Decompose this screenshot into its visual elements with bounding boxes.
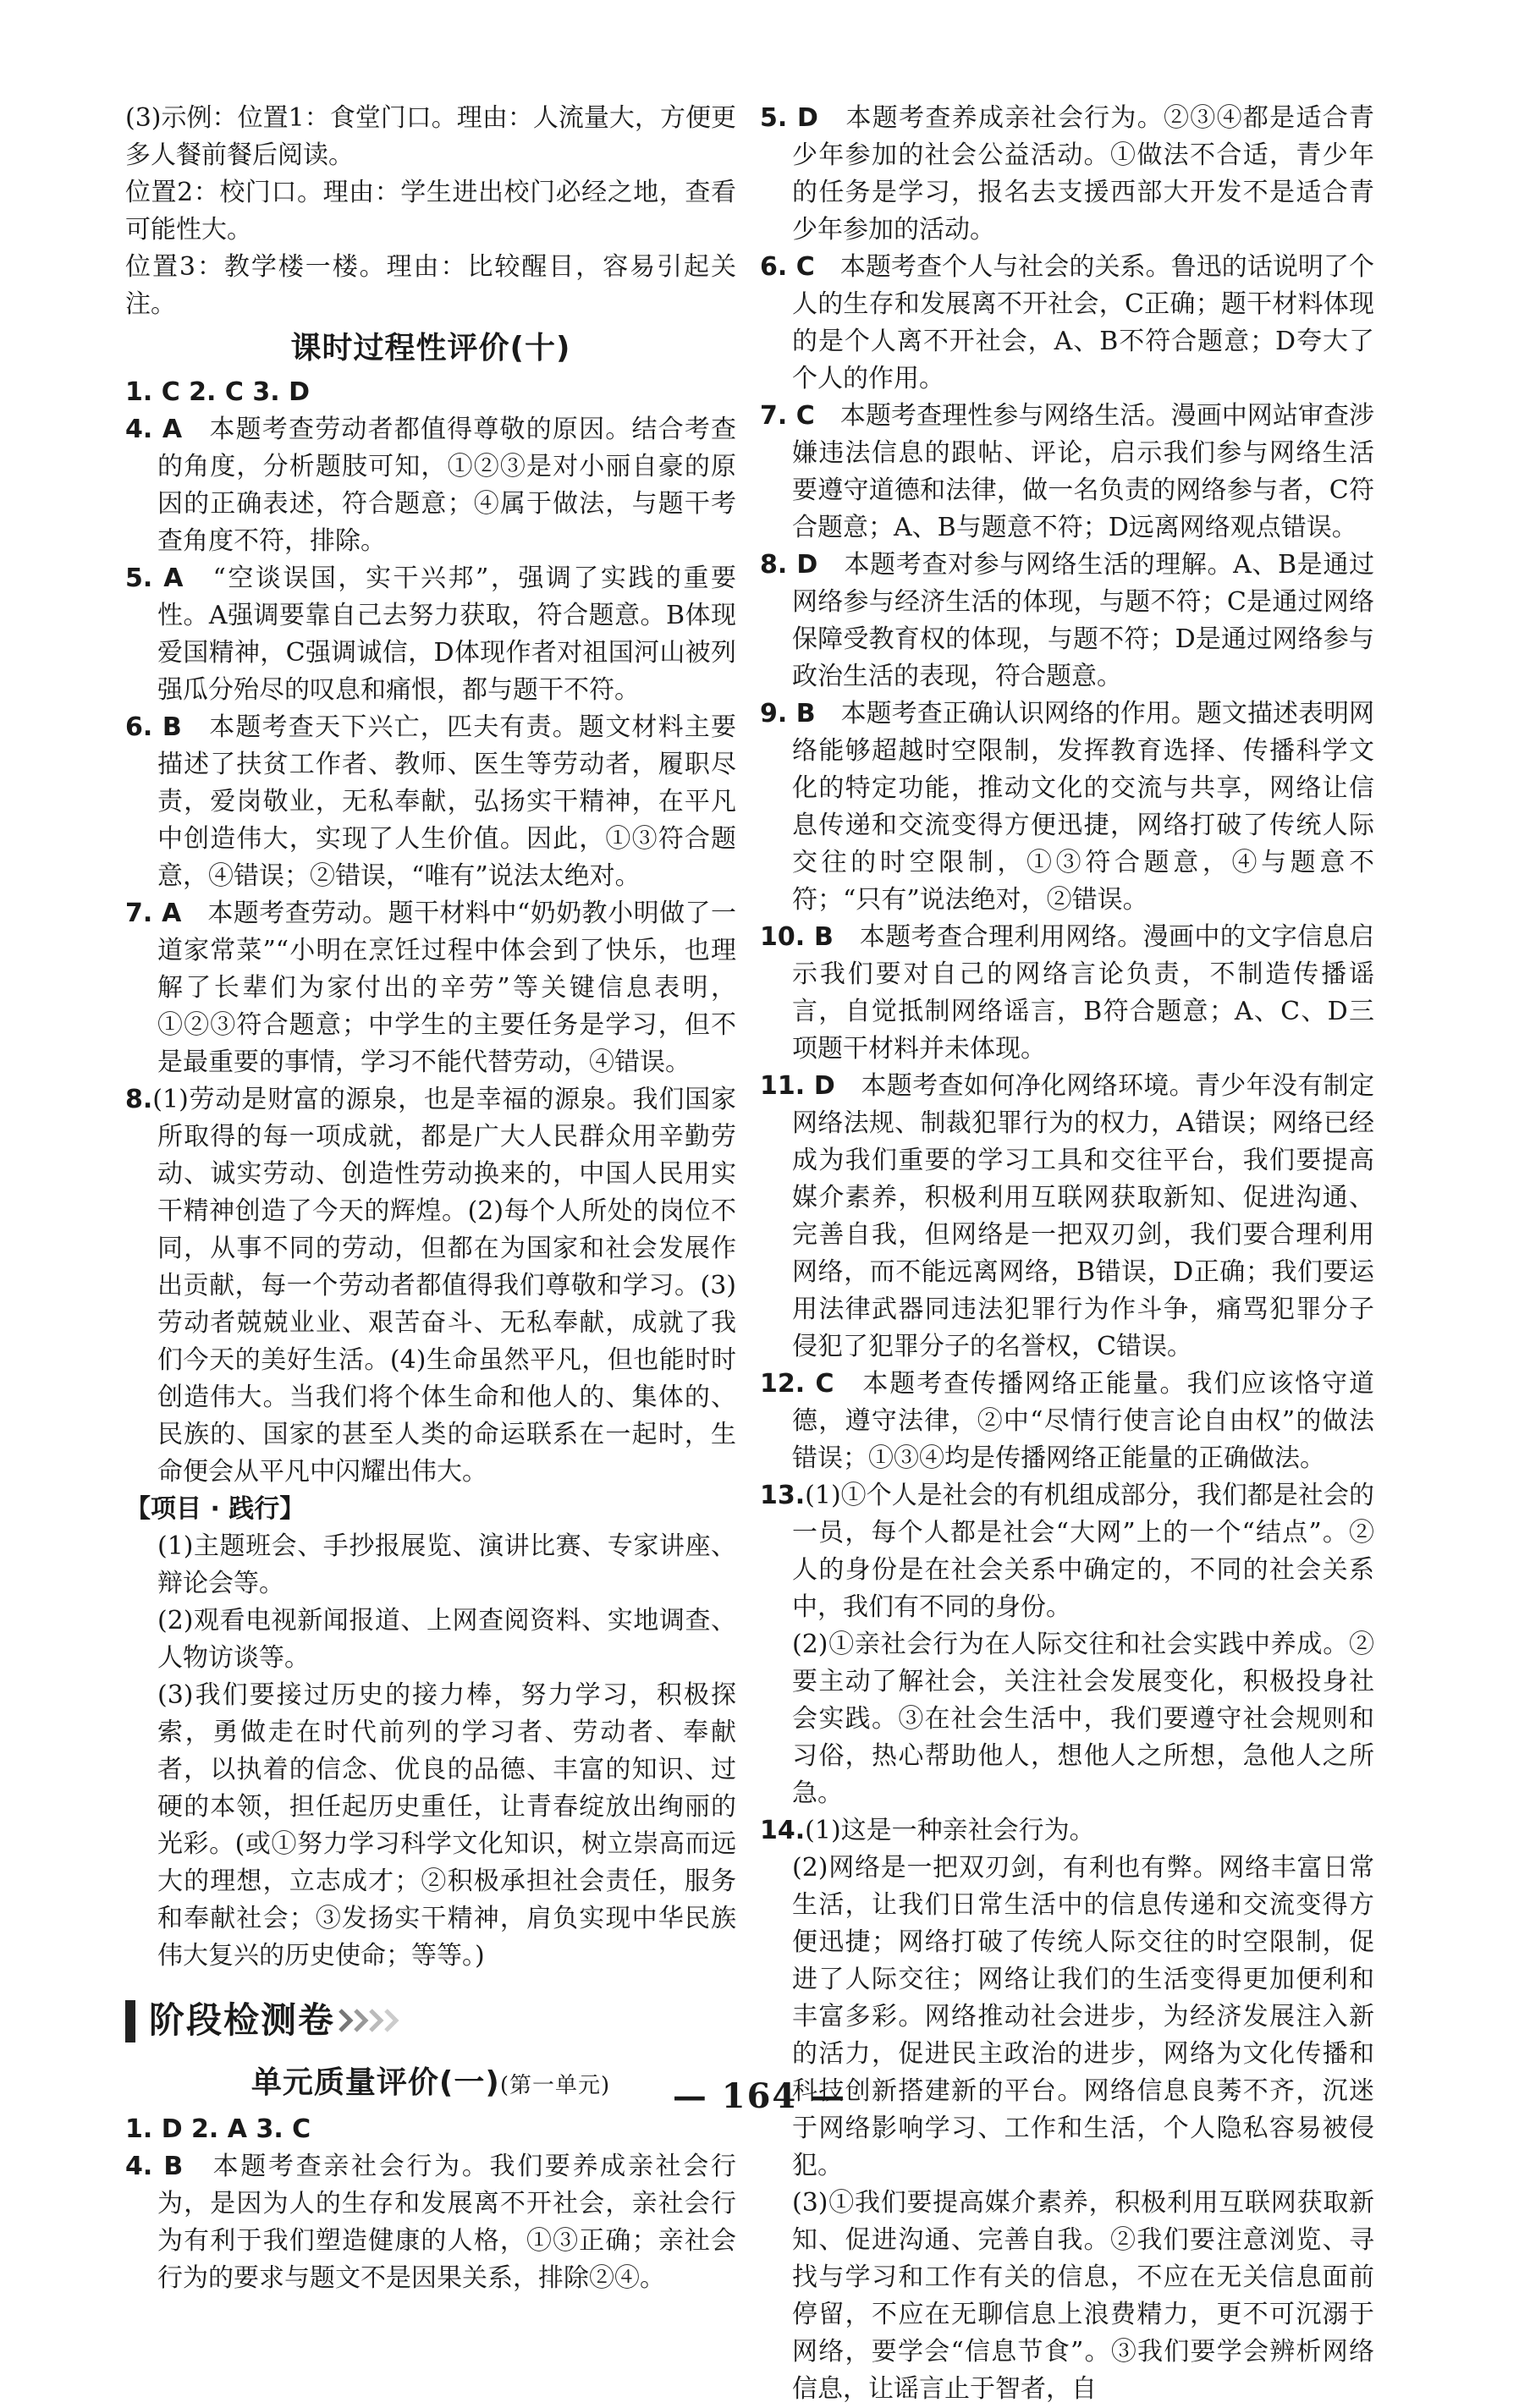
answer-text: (1)劳动是财富的源泉，也是幸福的源泉。我们国家所取得的每一项成就，都是广大人民群众用辛勤劳动、诚实劳动、创造性劳动换来的，中国人民用实干精神创造了今天的辉煌。(2)每个人所处的岗位不同，从事不同的劳动，但都在为国家和社会发展作出贡献，每一个劳动者都值得我们尊敬和学习。(3)劳动者兢兢业业、艰苦奋斗、无私奉献，成就了我们今天的美好生活。(4)生命虽然平凡，但也能时时创造伟大。当我们将个体生命和他人的、集体的、民族的、国家的甚至人类的命运联系在一起时，生命便会从平凡中闪耀出伟大。: [152, 1085, 736, 1487]
intro-line: (3)示例：位置1：食堂门口。理由：人流量大，方便更多人餐前餐后阅读。: [125, 103, 736, 170]
answer-text: 本题考查理性参与网络生活。漫画中网站审查涉嫌违法信息的跟帖、评论，启示我们参与网络生活要遵守道德和法律，做一名负责的网络参与者，C符合题意；A、B与题意不符；D远离网络观点错误。: [792, 401, 1375, 542]
answer-text: 本题考查传播网络正能量。我们应该恪守道德，遵守法律，②中“尽情行使言论自由权”的做法错误；①③④均是传播网络正能量的正确做法。: [792, 1369, 1375, 1473]
answer-text: 本题考查养成亲社会行为。②③④都是适合青少年参加的社会公益活动。①做法不合适，青少年的任务是学习，报名去支援西部大开发不是适合青少年参加的活动。: [792, 103, 1375, 245]
answer-item: [760, 547, 1374, 695]
answer-key: 4. B: [125, 2152, 184, 2181]
answer-item: [760, 1477, 1374, 1626]
intro-line: 位置2：校门口。理由：学生进出校门必经之地，查看可能性大。: [125, 178, 736, 245]
answer-item: [760, 695, 1374, 919]
unit-subtitle: (第一单元): [499, 2073, 611, 2098]
left-column: [125, 100, 736, 2297]
answer-text: (1)这是一种亲社会行为。: [805, 1816, 1095, 1845]
answer-key: 13.: [760, 1481, 806, 1510]
answer-text: 本题考查劳动。题干材料中“奶奶教小明做了一道家常菜”“小明在烹饪过程中体会到了快乐，也理解了长辈们为家付出的辛劳”等关键信息表明，①②③符合题意；中学生的主要任务是学习，但不是最重要的事情，学习不能代替劳动，④错误。: [157, 899, 737, 1077]
answer-item: [125, 560, 736, 709]
project-item: (2)观看电视新闻报道、上网查阅资料、实地调查、人物访谈等。: [157, 1606, 736, 1673]
right-column: [760, 100, 1374, 2408]
answer-key: 6. B: [125, 712, 182, 742]
answer-item: [760, 398, 1374, 547]
unit-title-text: 单元质量评价(一): [250, 2065, 500, 2100]
answer-item: [125, 709, 736, 895]
answer-item: [760, 1812, 1374, 1850]
intro-line: 位置3：教学楼一楼。理由：比较醒目，容易引起关注。: [125, 252, 736, 319]
project-title: 【项目 · 践行】: [125, 1494, 305, 1524]
project-item: (1)主题班会、手抄报展览、演讲比赛、专家讲座、辩论会等。: [157, 1531, 736, 1598]
answer-key: 9. B: [760, 699, 816, 728]
answer-item: [125, 411, 736, 560]
answer-text: 本题考查个人与社会的关系。鲁迅的话说明了个人的生存和发展离不开社会，C正确；题干材料体现的是个人离不开社会，A、B不符合题意；D夸大了个人的作用。: [792, 252, 1375, 393]
answer-item: [760, 100, 1374, 249]
answer-part: (2)①亲社会行为在人际交往和社会实践中养成。②要主动了解社会，关注社会发展变化，积极投身社会实践。③在社会生活中，我们要遵守社会规则和习俗，热心帮助他人，想他人之所想，急他人之所急。: [792, 1630, 1374, 1808]
answer-key: 4. A: [125, 415, 183, 444]
project-item: (3)我们要接过历史的接力棒，努力学习，积极探索，勇做走在时代前列的学习者、劳动者、奉献者，以执着的信念、优良的品德、丰富的知识、过硬的本领，担任起历史重任，让青春绽放出绚丽的光彩。(或①努力学习科学文化知识，树立崇高而远大的理想，立志成才；②积极承担社会责任，服务和奉献社会；③发扬实干精神，肩负实现中华民族伟大复兴的历史使命；等等。): [157, 1680, 736, 1971]
answer-key: 6. C: [760, 252, 815, 282]
answer-text: 本题考查对参与网络生活的理解。A、B是通过网络参与经济生活的体现，与题不符；C是通过网络保障受教育权的体现，与题不符；D是通过网络参与政治生活的表现，符合题意。: [792, 550, 1375, 691]
answer-text: “空谈误国，实干兴邦”，强调了实践的重要性。A强调要靠自己去努力获取，符合题意。B体现爱国精神，C强调诚信，D体现作者对祖国河山被列强瓜分殆尽的叹息和痛恨，都与题干不符。: [157, 564, 736, 705]
answer-text: 本题考查合理利用网络。漫画中的文字信息启示我们要对自己的网络言论负责，不制造传播谣言，自觉抵制网络谣言，B符合题意；A、C、D三项题干材料并未体现。: [792, 922, 1374, 1064]
answer-item: [760, 1068, 1374, 1366]
page-number: — 164 —: [672, 2076, 847, 2116]
answer-item: [760, 919, 1374, 1068]
answer-key: 8. D: [760, 550, 818, 580]
stage-test-banner: [125, 1995, 736, 2051]
answer-text: (1)①个人是社会的有机组成部分，我们都是社会的一员，每个人都是社会“大网”上的一个“结点”。②人的身份是在社会关系中确定的，不同的社会关系中，我们有不同的身份。: [792, 1481, 1374, 1622]
answer-part: (2)网络是一把双刃剑，有利也有弊。网络丰富日常生活，让我们日常生活中的信息传递和交流变得方便迅捷；网络打破了传统人际交往的时空限制，促进了人际交往；网络让我们的生活变得更加便利和丰富多彩。网络推动社会进步，为经济发展注入新的活力，促进民主政治的进步，网络为文化传播和科技创新搭建新的平台。网络信息良莠不齐，沉迷于网络影响学习、工作和生活，个人隐私容易被侵犯。: [792, 1853, 1374, 2180]
section-title: 课时过程性评价(十): [290, 331, 571, 366]
answer-item: [125, 2148, 736, 2297]
answer-key: 5. A: [125, 564, 184, 593]
answer-key: 10. B: [760, 922, 834, 952]
answer-item: [760, 1366, 1374, 1477]
answer-text: 本题考查如何净化网络环境。青少年没有制定网络法规、制裁犯罪行为的权力，A错误；网络已经成为我们重要的学习工具和交往平台，我们要提高媒介素养，积极利用互联网获取新知、促进沟通、完善自我，但网络是一把双刃剑，我们要合理利用网络，而不能远离网络，B错误，D正确；我们要运用法律武器同违法犯罪行为作斗争，痛骂犯罪分子侵犯了犯罪分子的名誉权，C错误。: [792, 1071, 1375, 1361]
answer-item: [125, 1081, 736, 1491]
answer-item: [760, 249, 1374, 398]
answer-key: 7. C: [760, 401, 815, 431]
answer-text: 本题考查正确认识网络的作用。题文描述表明网络能够超越时空限制，发挥教育选择、传播科学文化的特定功能，推动文化的交流与共享，网络让信息传递和交流变得方便迅捷，网络打破了传统人际交往的时空限制，①③符合题意，④与题意不符；“只有”说法绝对，②错误。: [792, 699, 1375, 915]
answer-key: 8.: [125, 1085, 153, 1114]
answer-row: 1. C 2. C 3. D: [125, 377, 310, 407]
answer-row: 1. D 2. A 3. C: [125, 2114, 311, 2144]
answer-key: 5. D: [760, 103, 818, 133]
answer-key: 7. A: [125, 899, 182, 928]
banner-title: 阶段检测卷: [149, 1999, 336, 2041]
answer-key: 12. C: [760, 1369, 834, 1399]
answer-text: 本题考查天下兴亡，匹夫有责。题文材料主要描述了扶贫工作者、教师、医生等劳动者，履职尽责，爱岗敬业，无私奉献，弘扬实干精神，在平凡中创造伟大，实现了人生价值。因此，①③符合题意，④错误；②错误，“唯有”说法太绝对。: [157, 712, 737, 891]
chevrons-icon: [337, 2007, 405, 2034]
banner-bar: [125, 2000, 135, 2042]
answer-key: 14.: [760, 1816, 806, 1845]
answer-key: 11. D: [760, 1071, 835, 1101]
answer-text: 本题考查劳动者都值得尊敬的原因。结合考查的角度，分析题肢可知，①②③是对小丽自豪的原因的正确表述，符合题意；④属于做法，与题干考查角度不符，排除。: [157, 415, 737, 556]
answer-part: (3)①我们要提高媒介素养，积极利用互联网获取新知、促进沟通、完善自我。②我们要注意浏览、寻找与学习和工作有关的信息，不应在无关信息面前停留，不应在无聊信息上浪费精力，更不可沉溺于网络，要学会“信息节食”。③我们要学会辨析网络信息，让谣言止于智者，自: [792, 2188, 1374, 2404]
answer-item: [125, 895, 736, 1081]
answer-text: 本题考查亲社会行为。我们要养成亲社会行为，是因为人的生存和发展离不开社会，亲社会行为有利于我们塑造健康的人格，①③正确；亲社会行为的要求与题文不是因果关系，排除②④。: [157, 2152, 737, 2293]
